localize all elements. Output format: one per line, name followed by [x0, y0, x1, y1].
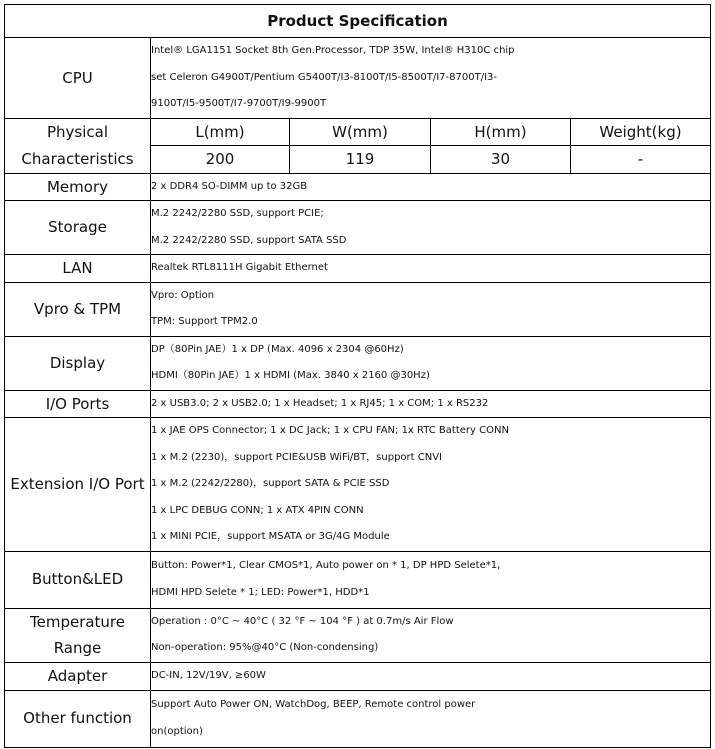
- other-label: Other function: [5, 690, 151, 747]
- cpu-value: [151, 38, 711, 119]
- physical-value-length: 200: [151, 146, 290, 174]
- physical-label-line: Characteristics: [21, 149, 134, 168]
- cpu-line: Intel® LGA1151 Socket 8th Gen.Processor, TDP 35W, Intel® H310C chip: [151, 45, 515, 56]
- adapter-label: Adapter: [5, 662, 151, 690]
- temperature-line: Non-operation: 95%@40°C (Non-condensing): [151, 642, 379, 653]
- temperature-label-line: Temperature: [29, 612, 126, 631]
- button-led-label: Button&LED: [5, 551, 151, 608]
- io-ports-label: I/O Ports: [5, 390, 151, 418]
- storage-label: Storage: [5, 201, 151, 255]
- temperature-row: [5, 608, 711, 662]
- vpro-label: Vpro & TPM: [5, 282, 151, 336]
- storage-value: [151, 201, 711, 255]
- temperature-label-line: Range: [53, 639, 102, 657]
- extension-label: Extension I/O Port: [5, 418, 151, 552]
- io-ports-value: 2 x USB3.0; 2 x USB2.0; 1 x Headset; 1 x RJ45; 1 x COM; 1 x RS232: [151, 390, 711, 418]
- title-row: [5, 5, 711, 38]
- cpu-line: set Celeron G4900T/Pentium G5400T/I3-8100T/I5-8500T/I7-8700T/I3-: [151, 71, 497, 83]
- temperature-label: [5, 608, 151, 662]
- page-title: Product Specification: [5, 5, 711, 38]
- extension-line: 1 x M.2 (2242/2280)，support SATA & PCIE SSD: [151, 478, 390, 489]
- temperature-line: Operation : 0°C ~ 40°C ( 32 °F ~ 104 °F ) at 0.7m/s Air Flow: [151, 615, 454, 627]
- physical-header-row: [5, 118, 711, 146]
- display-row: [5, 336, 711, 390]
- display-line: DP（80Pin JAE）1 x DP (Max. 4096 x 2304 @60Hz): [151, 343, 404, 355]
- button-led-row: [5, 551, 711, 608]
- cpu-row: [5, 38, 711, 119]
- other-value: [151, 690, 711, 747]
- lan-label: LAN: [5, 255, 151, 283]
- physical-label: [5, 118, 151, 173]
- button-led-line: Button: Power*1, Clear CMOS*1, Auto power on * 1, DP HPD Selete*1,: [151, 560, 501, 571]
- adapter-value: DC-IN, 12V/19V, ≥60W: [151, 662, 711, 690]
- physical-header-height: H(mm): [431, 118, 571, 146]
- physical-value-width: 119: [290, 146, 431, 174]
- vpro-line: Vpro: Option: [151, 289, 215, 301]
- physical-label-line: Physical: [46, 123, 109, 141]
- other-line: Support Auto Power ON, WatchDog, BEEP, Remote control power: [151, 699, 476, 710]
- display-line: HDMI（80Pin JAE）1 x HDMI (Max. 3840 x 2160 @30Hz): [151, 370, 430, 381]
- physical-header-length: L(mm): [151, 118, 290, 146]
- memory-row: [5, 173, 711, 201]
- memory-value: 2 x DDR4 SO-DIMM up to 32GB: [151, 173, 711, 201]
- temperature-value: [151, 608, 711, 662]
- vpro-row: [5, 282, 711, 336]
- physical-header-weight: Weight(kg): [571, 118, 711, 146]
- extension-line: 1 x JAE OPS Connector; 1 x DC Jack; 1 x CPU FAN; 1x RTC Battery CONN: [151, 425, 509, 436]
- memory-label: Memory: [5, 173, 151, 201]
- display-label: Display: [5, 336, 151, 390]
- extension-row: [5, 418, 711, 552]
- button-led-line: HDMI HPD Selete * 1; LED: Power*1, HDD*1: [151, 586, 370, 598]
- extension-line: 1 x M.2 (2230)，support PCIE&USB WiFi/BT，support CNVI: [151, 451, 443, 463]
- cpu-label: CPU: [5, 38, 151, 119]
- physical-header-width: W(mm): [290, 118, 431, 146]
- physical-value-weight: -: [571, 146, 711, 174]
- storage-line: M.2 2242/2280 SSD, support PCIE;: [151, 208, 324, 219]
- lan-value: Realtek RTL8111H Gigabit Ethernet: [151, 255, 711, 283]
- lan-row: [5, 255, 711, 283]
- cpu-line: 9100T/I5-9500T/I7-9700T/I9-9900T: [151, 98, 327, 109]
- storage-row: [5, 201, 711, 255]
- extension-line: 1 x MINI PCIE，support MSATA or 3G/4G Module: [151, 531, 390, 542]
- display-value: [151, 336, 711, 390]
- other-line: on(option): [151, 725, 203, 737]
- extension-line: 1 x LPC DEBUG CONN; 1 x ATX 4PIN CONN: [151, 504, 364, 516]
- button-led-value: [151, 551, 711, 608]
- physical-value-height: 30: [431, 146, 571, 174]
- extension-value: [151, 418, 711, 552]
- other-row: [5, 690, 711, 747]
- adapter-row: [5, 662, 711, 690]
- vpro-line: TPM: Support TPM2.0: [151, 316, 258, 327]
- spec-table: [4, 4, 711, 748]
- vpro-value: [151, 282, 711, 336]
- io-ports-row: [5, 390, 711, 418]
- storage-line: M.2 2242/2280 SSD, support SATA SSD: [151, 234, 347, 246]
